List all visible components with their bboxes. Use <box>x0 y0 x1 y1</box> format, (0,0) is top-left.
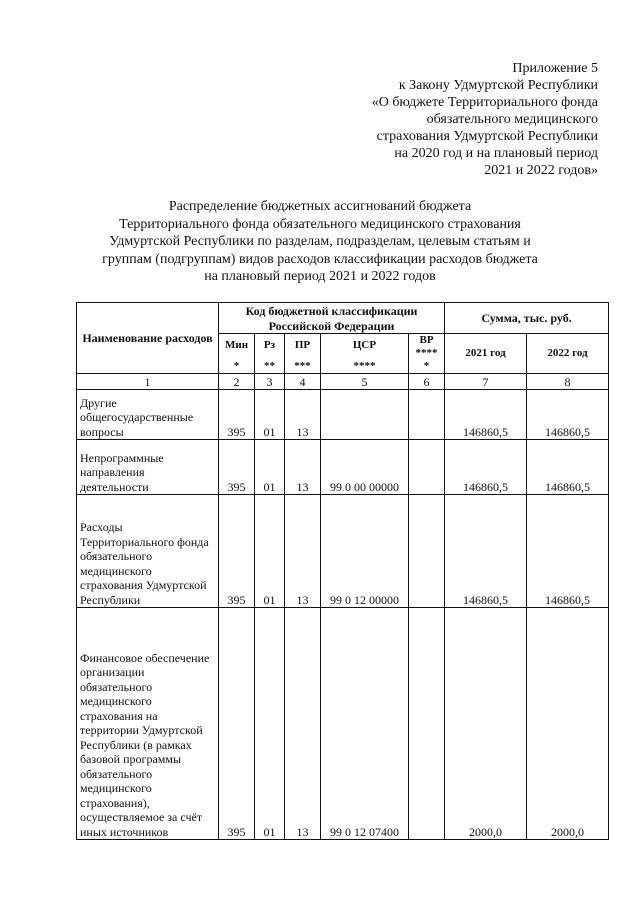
row-vr <box>409 608 445 840</box>
header-rz-mark: ** <box>264 360 275 372</box>
header-code-group: Код бюджетной классификации Российской Федерации <box>219 303 445 334</box>
row-pr: 13 <box>285 440 321 495</box>
appendix-header <box>298 60 598 179</box>
appendix-line: «О бюджете Территориального фонда <box>371 95 598 110</box>
appendix-line: 2021 и 2022 годов» <box>484 163 598 178</box>
row-2022: 2000,0 <box>527 608 609 840</box>
header-rz <box>255 334 285 374</box>
appendix-line: к Закону Удмуртской Республики <box>398 78 598 93</box>
row-name: Другие общегосударственные вопросы <box>77 390 219 440</box>
appendix-line: на 2020 год и на плановый период <box>394 146 598 161</box>
header-pr <box>285 334 321 374</box>
col-number: 6 <box>409 374 445 390</box>
row-2021: 146860,5 <box>445 440 527 495</box>
row-name: Финансовое обеспечение организации обязательного медицинского страхования на территории Удмуртской Республики (в рамках базовой программы обязательного медицинского страхования), осуществляемое за счёт иных источников <box>77 608 219 840</box>
document-title <box>60 198 580 286</box>
row-csr: 99 0 12 07400 <box>321 608 409 840</box>
header-sum-group: Сумма, тыс. руб. <box>445 303 609 334</box>
col-number: 2 <box>219 374 255 390</box>
row-csr: 99 0 12 00000 <box>321 495 409 608</box>
row-csr <box>321 390 409 440</box>
row-min: 395 <box>219 608 255 840</box>
row-2021: 146860,5 <box>445 390 527 440</box>
col-number: 8 <box>527 374 609 390</box>
table-row <box>77 440 609 495</box>
header-csr <box>321 334 409 374</box>
row-2022: 146860,5 <box>527 440 609 495</box>
header-2022: 2022 год <box>527 334 609 374</box>
header-pr-label: ПР <box>294 339 311 351</box>
title-line: Распределение бюджетных ассигнований бюджета <box>168 199 472 214</box>
col-number: 1 <box>77 374 219 390</box>
col-number: 7 <box>445 374 527 390</box>
appendix-line: страхования Удмуртской Республики <box>376 129 598 144</box>
header-2021: 2021 год <box>445 334 527 374</box>
column-number-row <box>77 374 609 390</box>
header-name: Наименование расходов <box>77 303 219 374</box>
header-rz-label: Рз <box>263 339 276 351</box>
row-min: 395 <box>219 495 255 608</box>
row-pr: 13 <box>285 390 321 440</box>
row-min: 395 <box>219 440 255 495</box>
row-vr <box>409 440 445 495</box>
title-line: Удмуртской Республики по разделам, подразделам, целевым статьям и <box>109 234 531 249</box>
row-rz: 01 <box>255 608 285 840</box>
header-min <box>219 334 255 374</box>
table-row <box>77 608 609 840</box>
header-pr-mark: *** <box>294 360 311 372</box>
row-name: Расходы Территориального фонда обязательного медицинского страхования Удмуртской Республики <box>77 495 219 608</box>
budget-table <box>76 302 609 840</box>
row-vr <box>409 390 445 440</box>
header-vr <box>409 334 445 374</box>
header-csr-label: ЦСР <box>352 339 377 351</box>
header-vr-mark: **** * <box>415 347 438 372</box>
appendix-line: обязательного медицинского <box>426 112 598 127</box>
col-number: 4 <box>285 374 321 390</box>
col-number: 5 <box>321 374 409 390</box>
row-rz: 01 <box>255 390 285 440</box>
row-name: Непрограммные направления деятельности <box>77 440 219 495</box>
header-csr-mark: **** <box>353 360 376 372</box>
appendix-line: Приложение 5 <box>512 61 598 76</box>
row-2022: 146860,5 <box>527 495 609 608</box>
row-min: 395 <box>219 390 255 440</box>
header-min-label: Мин <box>224 339 249 351</box>
header-min-mark: * <box>233 360 240 372</box>
row-rz: 01 <box>255 495 285 608</box>
row-2021: 146860,5 <box>445 495 527 608</box>
row-vr <box>409 495 445 608</box>
title-line: на плановый период 2021 и 2022 годов <box>204 269 436 284</box>
header-vr-label: ВР <box>419 334 434 346</box>
row-pr: 13 <box>285 495 321 608</box>
title-line: Территориального фонда обязательного медицинского страхования <box>119 216 521 232</box>
row-2021: 2000,0 <box>445 608 527 840</box>
row-pr: 13 <box>285 608 321 840</box>
title-line: группам (подгруппам) видов расходов классификации расходов бюджета <box>102 251 538 267</box>
row-csr: 99 0 00 00000 <box>321 440 409 495</box>
table-row <box>77 390 609 440</box>
row-2022: 146860,5 <box>527 390 609 440</box>
table-row <box>77 495 609 608</box>
row-rz: 01 <box>255 440 285 495</box>
col-number: 3 <box>255 374 285 390</box>
